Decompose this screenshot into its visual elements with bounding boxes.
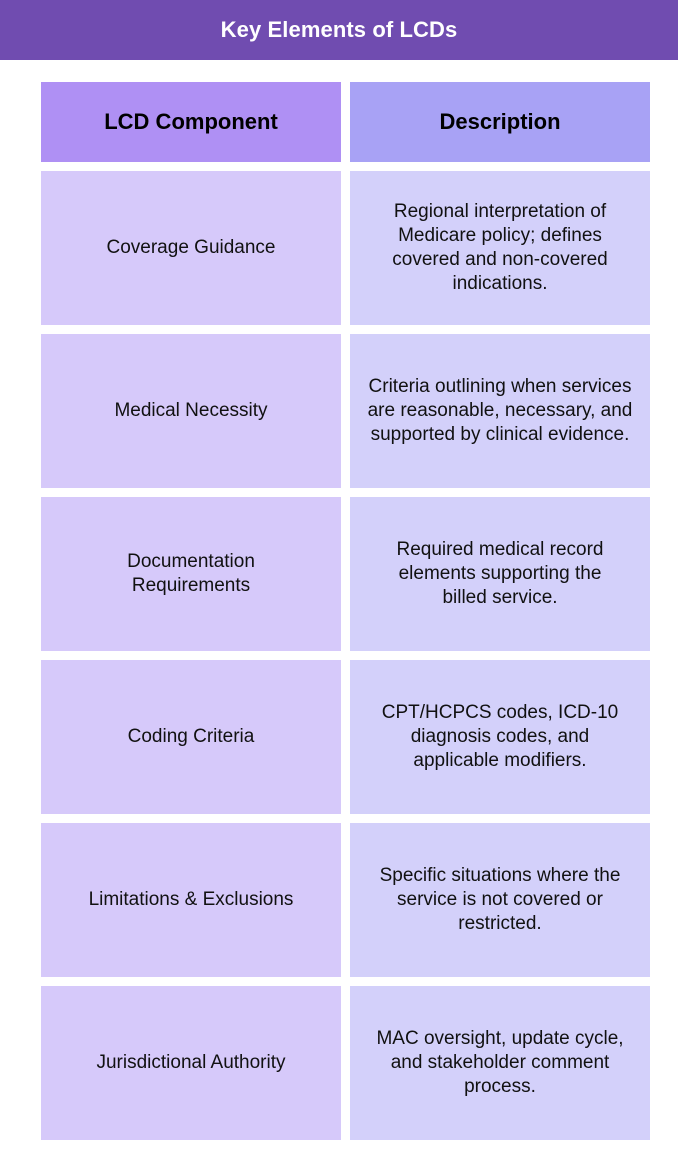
table-cell-component: Coverage Guidance — [41, 171, 341, 325]
lcd-elements-table — [41, 82, 650, 1140]
table-cell-component: Documentation Requirements — [41, 497, 341, 651]
page-title: Key Elements of LCDs — [220, 17, 458, 42]
column-header-component: LCD Component — [41, 82, 341, 162]
table-cell-description: Specific situations where the service is not covered or restricted. — [350, 823, 650, 977]
table-cell-component: Medical Necessity — [41, 334, 341, 488]
table-cell-description: CPT/HCPCS codes, ICD-10 diagnosis codes, and applicable modifiers. — [350, 660, 650, 814]
table-cell-component: Jurisdictional Authority — [41, 986, 341, 1140]
table-cell-description: Criteria outlining when services are reasonable, necessary, and supported by clinical evidence. — [350, 334, 650, 488]
table-cell-component: Limitations & Exclusions — [41, 823, 341, 977]
table-cell-description: Required medical record elements supporting the billed service. — [350, 497, 650, 651]
table-cell-description: Regional interpretation of Medicare policy; defines covered and non-covered indications. — [350, 171, 650, 325]
title-bar — [0, 0, 678, 60]
table-cell-component: Coding Criteria — [41, 660, 341, 814]
table-cell-description: MAC oversight, update cycle, and stakeholder comment process. — [350, 986, 650, 1140]
column-header-description: Description — [350, 82, 650, 162]
